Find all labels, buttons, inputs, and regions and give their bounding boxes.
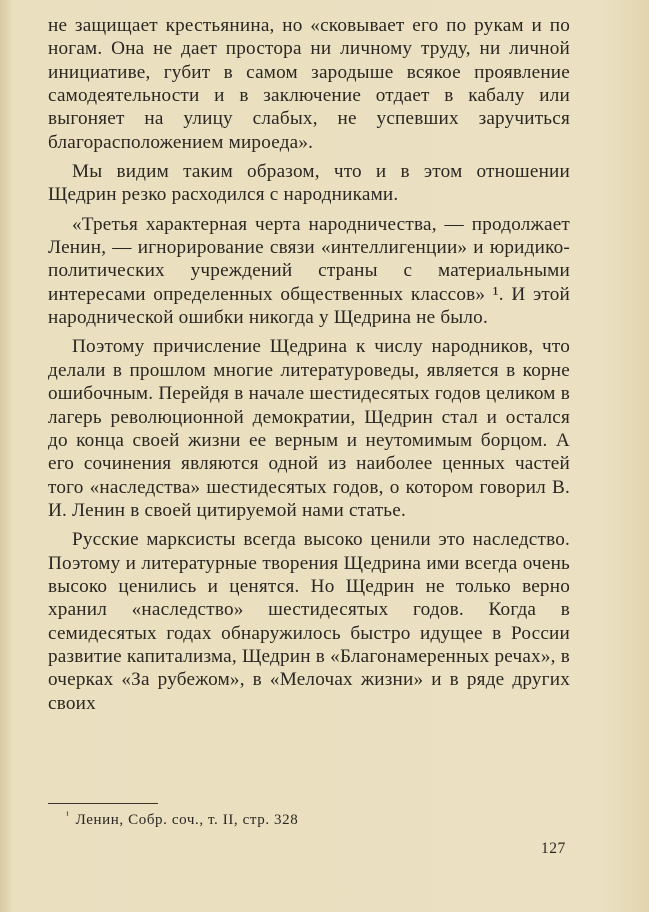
paragraph-5: Русские марксисты всегда высоко ценили это наследство. Поэтому и литературные творения Щедрина ими всегда очень высоко ценились и ценятся. Но Щедрин не только верно хранил «наследство» шестидесятых годов. Когда в семидесятых годах обнаружилось быстро идущее в России развитие капитализма, Щедрин в «Благонамеренных речах», в очерках «За рубежом», в «Мелочах жизни» и в ряде других своих — [48, 529, 570, 714]
footnote-text: Ленин, Собр. соч., т. II, стр. 328 — [75, 812, 299, 828]
page-number: 127 — [541, 840, 566, 857]
paragraph-2: Мы видим таким образом, что и в этом отношении Щедрин резко расходился с народниками. — [48, 161, 570, 206]
paragraph-3: «Третья характерная черта народничества, — продолжает Ленин, — игнорирование связи «интеллигенции» и юридико-политических учреждений страны с материальными интересами определенных общественных классов» ¹. И этой народнической ошибки никогда у Щедрина не было. — [48, 213, 570, 329]
footnote-marker: ¹ — [66, 810, 70, 821]
paragraph-1: не защищает крестьянина, но «сковывает его по рукам и по ногам. Она не дает простора ни личному труду, ни личной инициативе, губит в самом зародыше всякое проявление самодеятельности и в заключение отдает в кабалу или выгоняет на улицу слабых, не успевших заручиться благорасположением мироеда». — [48, 15, 570, 153]
paragraph-4: Поэтому причисление Щедрина к числу народников, что делали в прошлом многие литературоведы, является в корне ошибочным. Перейдя в начале шестидесятых годов целиком в лагерь революционной демократии, Щедрин стал и остался до конца своей жизни ее верным и неутомимым борцом. А его сочинения являются одной из наиболее ценных частей того «наследства» шестидесятых годов, о котором говорил В. И. Ленин в своей цитируемой нами статье. — [48, 336, 570, 521]
body-text — [48, 14, 570, 721]
footnote — [66, 806, 298, 830]
footnote-divider — [48, 803, 158, 804]
